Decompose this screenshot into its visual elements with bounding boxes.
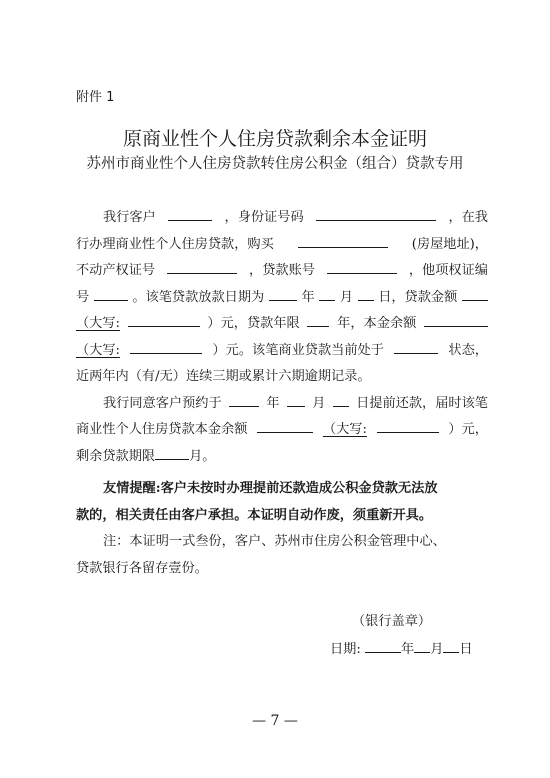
text: 日提前还款，届时该笔 — [356, 395, 488, 411]
text: ，在我 — [448, 210, 488, 225]
p2-line-1 — [76, 392, 488, 419]
prepay-year-blank[interactable] — [229, 392, 259, 407]
certificate-body — [76, 206, 488, 583]
prepay-balance-blank[interactable] — [257, 418, 313, 433]
text: 年 — [266, 395, 280, 411]
text: 月 — [339, 289, 353, 305]
text: （大写: — [322, 422, 367, 437]
customer-name-blank[interactable] — [168, 206, 212, 221]
text: 年，本金余额 — [337, 316, 417, 331]
date-month-blank[interactable] — [414, 638, 430, 653]
text: (房屋地址)， — [411, 236, 488, 252]
loan-year-blank[interactable] — [269, 286, 297, 301]
text: ）元，贷款年限 — [207, 316, 300, 331]
other-cert-blank[interactable] — [94, 286, 128, 301]
reminder-line-2 — [76, 504, 488, 531]
loan-day-blank[interactable] — [358, 286, 374, 301]
principal-balance-blank[interactable] — [424, 312, 488, 327]
loan-account-blank[interactable] — [327, 259, 397, 274]
text: 近两年内（有/无）连续三期或累计六期逾期记录。 — [76, 369, 371, 384]
page-number: — 7 — — [252, 713, 298, 729]
text: 号 — [76, 289, 90, 305]
date-year-blank[interactable] — [365, 638, 401, 653]
note-line-2 — [76, 557, 488, 584]
text: （大写: — [76, 342, 121, 358]
property-address-blank[interactable] — [298, 233, 388, 248]
text: ）元， — [448, 422, 488, 437]
loan-term-blank[interactable] — [307, 312, 329, 327]
document-subtitle: 苏州市商业性个人住房贷款转住房公积金（组合）贷款专用 — [86, 156, 464, 172]
prepay-day-blank[interactable] — [333, 392, 349, 407]
p1-line-7 — [76, 365, 488, 392]
text: 款的，相关责任由客户承担。本证明自动作废，须重新开具。 — [76, 507, 433, 523]
p1-line-1 — [76, 206, 488, 233]
text: 我行客户 — [103, 210, 156, 225]
p1-line-4 — [76, 286, 488, 313]
reminder-line-1 — [76, 477, 488, 504]
text: ，他项权证编 — [408, 263, 488, 278]
prepay-month-blank[interactable] — [287, 392, 305, 407]
p1-line-5 — [76, 312, 488, 339]
text: 月 — [312, 395, 326, 411]
text: 剩余贷款期限 — [76, 448, 156, 464]
annex-label: 附件 1 — [76, 90, 115, 105]
p1-line-3 — [76, 259, 488, 286]
text: 月 — [430, 642, 444, 657]
text: 年 — [401, 642, 415, 657]
remaining-term-blank[interactable] — [155, 445, 189, 460]
property-cert-blank[interactable] — [167, 259, 237, 274]
text: 贷款银行各留存壹份。 — [76, 560, 208, 576]
date-day-blank[interactable] — [443, 638, 459, 653]
principal-words-blank[interactable] — [130, 339, 202, 354]
text: 状态， — [448, 342, 488, 358]
bank-seal-label: （银行盖章） — [352, 614, 432, 629]
text: 不动产权证号 — [76, 263, 156, 278]
loan-month-blank[interactable] — [319, 286, 335, 301]
text: 行办理商业性个人住房贷款，购买 — [76, 236, 274, 252]
text: 。该笔贷款放款日期为 — [132, 289, 265, 305]
date-line — [330, 638, 473, 657]
text: 日 — [459, 642, 473, 657]
text: 商业性个人住房贷款本金余额 — [76, 422, 248, 437]
p1-line-6 — [76, 339, 488, 366]
note-line-1 — [76, 530, 488, 557]
text: 日，贷款金额 — [378, 289, 458, 305]
p2-line-2 — [76, 418, 488, 445]
text: （大写: — [76, 316, 121, 331]
text: ）元。该笔商业贷款当前处于 — [212, 342, 384, 358]
text: 年 — [301, 289, 315, 305]
loan-status-blank[interactable] — [394, 339, 438, 354]
text: ，身份证号码 — [224, 210, 304, 225]
document-title: 原商业性个人住房贷款剩余本金证明 — [122, 128, 427, 150]
text: 月。 — [189, 448, 216, 464]
prepay-balance-words-blank[interactable] — [377, 418, 439, 433]
loan-amount-words-blank[interactable] — [128, 312, 200, 327]
p2-line-3 — [76, 445, 488, 472]
text: 客户未按时办理提前还款造成公积金贷款无法放 — [160, 481, 438, 496]
p1-line-2 — [76, 233, 488, 260]
loan-amount-blank[interactable] — [462, 286, 488, 301]
text: 注：本证明一式叁份，客户、苏州市住房公积金管理中心、 — [103, 534, 446, 549]
reminder-label: 友情提醒: — [103, 481, 161, 496]
text: 我行同意客户预约于 — [103, 395, 222, 411]
text: ，贷款账号 — [249, 263, 315, 278]
id-number-blank[interactable] — [316, 206, 436, 221]
date-label: 日期: — [330, 642, 361, 657]
